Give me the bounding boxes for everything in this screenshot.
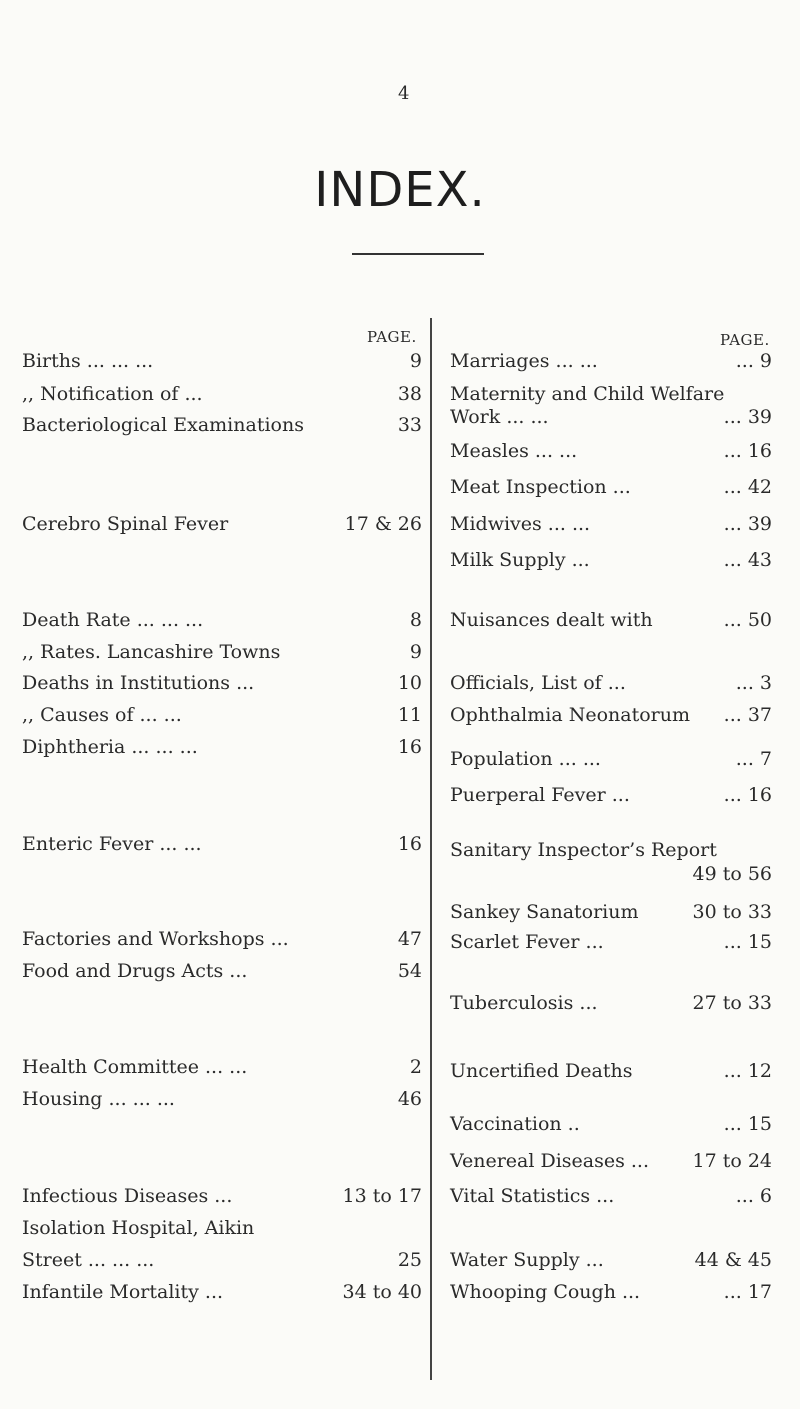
entry-page: 11 bbox=[397, 704, 422, 726]
entry-page: ... 50 bbox=[723, 609, 772, 631]
entry-label: Maternity and Child Welfare bbox=[450, 383, 725, 405]
entry-label: Infantile Mortality ... bbox=[22, 1281, 224, 1303]
entry-label: Enteric Fever ... ... bbox=[22, 833, 202, 855]
entry-label: Diphtheria ... ... ... bbox=[22, 736, 198, 758]
index-entry-scarlet-fever bbox=[450, 927, 772, 957]
index-entry-marriages bbox=[450, 346, 772, 376]
entry-label: Measles ... ... bbox=[450, 440, 578, 462]
entry-label: Water Supply ... bbox=[450, 1249, 604, 1271]
index-entry-meat-inspection bbox=[450, 472, 772, 502]
entry-label: Puerperal Fever ... bbox=[450, 784, 630, 806]
entry-label: Scarlet Fever ... bbox=[450, 931, 604, 953]
entry-label: ,, Rates. Lancashire Towns bbox=[22, 641, 281, 663]
page-number: 4 bbox=[398, 83, 410, 104]
entry-label: Isolation Hospital, Aikin bbox=[22, 1217, 255, 1239]
entry-page: 10 bbox=[397, 672, 422, 694]
entry-label: Vaccination .. bbox=[450, 1113, 580, 1135]
entry-page: 30 to 33 bbox=[692, 901, 772, 923]
entry-label: Work ... ... bbox=[450, 406, 549, 428]
entry-page: ... 17 bbox=[723, 1281, 772, 1303]
index-entry-death-rate bbox=[22, 605, 430, 635]
entry-page: 13 to 17 bbox=[342, 1185, 422, 1207]
index-entry-births bbox=[22, 346, 430, 376]
index-entry-bacteriological bbox=[22, 410, 430, 440]
index-entry-midwives bbox=[450, 509, 772, 539]
entry-label: Vital Statistics ... bbox=[450, 1185, 615, 1207]
entry-label: Infectious Diseases ... bbox=[22, 1185, 233, 1207]
entry-page: 47 bbox=[397, 928, 422, 950]
entry-label: Population ... ... bbox=[450, 748, 601, 770]
index-entry-cerebro-spinal bbox=[22, 509, 430, 539]
entry-page: ... 9 bbox=[735, 350, 772, 372]
entry-label: Meat Inspection ... bbox=[450, 476, 631, 498]
index-entry-causes-of bbox=[22, 700, 430, 730]
entry-page: 49 to 56 bbox=[692, 863, 772, 885]
entry-label: Uncertified Deaths bbox=[450, 1060, 633, 1082]
entry-page: ... 7 bbox=[735, 748, 772, 770]
index-entry-infectious-diseases bbox=[22, 1181, 430, 1211]
page-title: INDEX. bbox=[314, 162, 486, 218]
entry-page: 27 to 33 bbox=[692, 992, 772, 1014]
entry-label: Death Rate ... ... ... bbox=[22, 609, 204, 631]
index-entry-population bbox=[450, 744, 772, 774]
index-entry-vaccination bbox=[450, 1109, 772, 1139]
entry-label: Health Committee ... ... bbox=[22, 1056, 248, 1078]
entry-page: ... 3 bbox=[735, 672, 772, 694]
index-entry-rates-lancashire bbox=[22, 637, 430, 667]
index-entry-diphtheria bbox=[22, 732, 430, 762]
entry-label: Bacteriological Examinations bbox=[22, 414, 304, 436]
entry-page: ... 16 bbox=[723, 440, 772, 462]
entry-page: 16 bbox=[397, 833, 422, 855]
index-entry-notification bbox=[22, 379, 430, 409]
entry-label: Officials, List of ... bbox=[450, 672, 626, 694]
left-page-header: PAGE. bbox=[367, 328, 417, 346]
entry-label: Midwives ... ... bbox=[450, 513, 591, 535]
entry-page: 16 bbox=[397, 736, 422, 758]
index-entry-officials bbox=[450, 668, 772, 698]
entry-label: Ophthalmia Neonatorum bbox=[450, 704, 690, 726]
entry-page: 9 bbox=[409, 350, 422, 372]
index-entry-water-supply bbox=[450, 1245, 772, 1275]
entry-page: 9 bbox=[409, 641, 422, 663]
entry-label: Milk Supply ... bbox=[450, 549, 590, 571]
entry-page: 44 & 45 bbox=[694, 1249, 772, 1271]
index-entry-whooping-cough bbox=[450, 1277, 772, 1307]
entry-label: Food and Drugs Acts ... bbox=[22, 960, 248, 982]
entry-page: ... 39 bbox=[723, 513, 772, 535]
index-entry-tuberculosis bbox=[450, 988, 772, 1018]
entry-label: Nuisances dealt with bbox=[450, 609, 653, 631]
index-entry-deaths-institutions bbox=[22, 668, 430, 698]
index-entry-maternity-work bbox=[450, 402, 772, 432]
right-page-header: PAGE. bbox=[720, 331, 770, 349]
entry-label: Sanitary Inspector’s Report bbox=[450, 839, 717, 861]
entry-page: 17 & 26 bbox=[344, 513, 422, 535]
entry-page: 25 bbox=[397, 1249, 422, 1271]
index-entry-measles bbox=[450, 436, 772, 466]
entry-label: Marriages ... ... bbox=[450, 350, 598, 372]
entry-page: 34 to 40 bbox=[342, 1281, 422, 1303]
entry-page: ... 15 bbox=[723, 1113, 772, 1135]
entry-label: Housing ... ... ... bbox=[22, 1088, 175, 1110]
entry-page: ... 43 bbox=[723, 549, 772, 571]
column-divider bbox=[430, 318, 432, 1380]
index-entry-health-committee bbox=[22, 1052, 430, 1082]
index-entry-factories bbox=[22, 924, 430, 954]
entry-page: ... 16 bbox=[723, 784, 772, 806]
index-entry-isolation-hospital bbox=[22, 1213, 430, 1243]
entry-page: ... 15 bbox=[723, 931, 772, 953]
index-entry-puerperal-fever bbox=[450, 780, 772, 810]
index-entry-milk-supply bbox=[450, 545, 772, 575]
entry-label: Deaths in Institutions ... bbox=[22, 672, 255, 694]
entry-page: ... 37 bbox=[723, 704, 772, 726]
entry-page: ... 42 bbox=[723, 476, 772, 498]
index-entry-sanitary-pages bbox=[450, 859, 772, 889]
entry-page: 38 bbox=[397, 383, 422, 405]
entry-label: ,, Causes of ... ... bbox=[22, 704, 182, 726]
entry-label: Births ... ... ... bbox=[22, 350, 154, 372]
index-entry-housing bbox=[22, 1084, 430, 1114]
entry-label: Whooping Cough ... bbox=[450, 1281, 641, 1303]
entry-page: ... 12 bbox=[723, 1060, 772, 1082]
entry-page: 54 bbox=[397, 960, 422, 982]
entry-label: Cerebro Spinal Fever bbox=[22, 513, 229, 535]
entry-page: 2 bbox=[409, 1056, 422, 1078]
index-entry-sankey-sanatorium bbox=[450, 897, 772, 927]
entry-page: 17 to 24 bbox=[692, 1150, 772, 1172]
entry-label: Sankey Sanatorium bbox=[450, 901, 639, 923]
index-entry-vital-statistics bbox=[450, 1181, 772, 1211]
entry-label: Factories and Workshops ... bbox=[22, 928, 289, 950]
title-rule bbox=[352, 253, 484, 255]
entry-page: 46 bbox=[397, 1088, 422, 1110]
entry-label: Street ... ... ... bbox=[22, 1249, 155, 1271]
entry-label: Tuberculosis ... bbox=[450, 992, 598, 1014]
entry-label: Venereal Diseases ... bbox=[450, 1150, 650, 1172]
entry-label: ,, Notification of ... bbox=[22, 383, 203, 405]
index-entry-food-drugs bbox=[22, 956, 430, 986]
index-entry-ophthalmia bbox=[450, 700, 772, 730]
entry-page: 33 bbox=[397, 414, 422, 436]
index-entry-nuisances bbox=[450, 605, 772, 635]
entry-page: ... 39 bbox=[723, 406, 772, 428]
entry-page: ... 6 bbox=[735, 1185, 772, 1207]
entry-page: 8 bbox=[409, 609, 422, 631]
index-entry-isolation-street bbox=[22, 1245, 430, 1275]
index-entry-infantile-mortality bbox=[22, 1277, 430, 1307]
index-entry-enteric-fever bbox=[22, 829, 430, 859]
index-entry-uncertified-deaths bbox=[450, 1056, 772, 1086]
index-entry-venereal-diseases bbox=[450, 1146, 772, 1176]
